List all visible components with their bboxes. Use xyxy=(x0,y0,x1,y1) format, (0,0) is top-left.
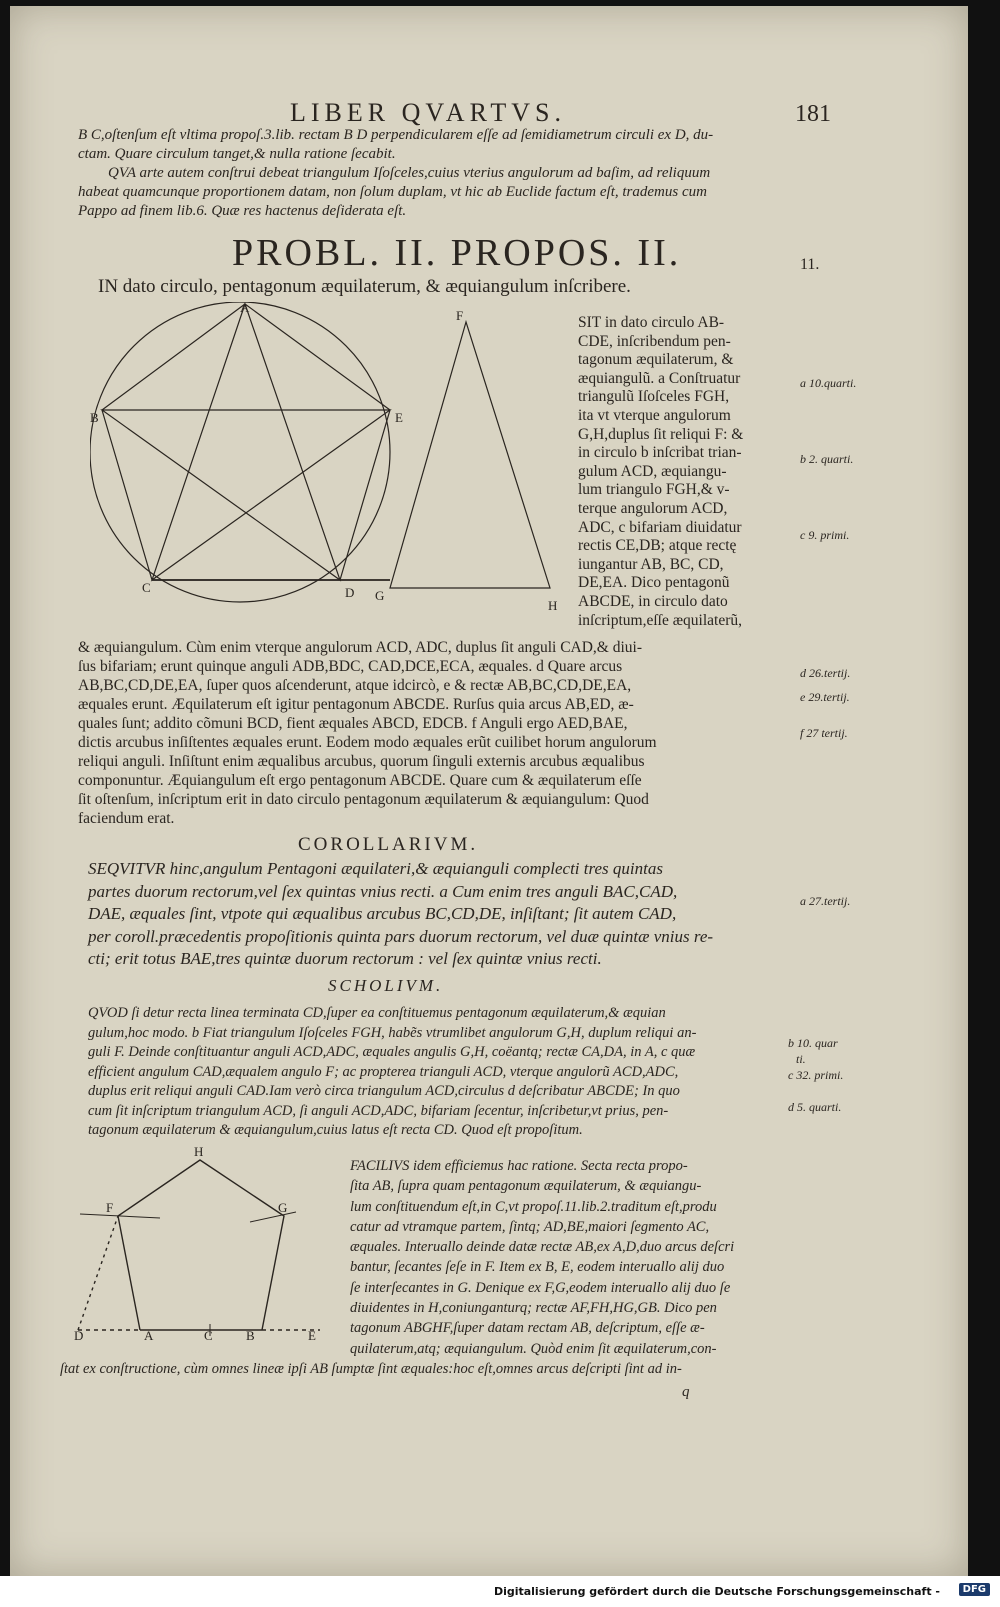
text-line: quales ſunt; addito cõmuni BCD, fient æquales ABCD, EDCB. f Anguli ergo AED,BAE, xyxy=(78,715,628,732)
footer-bar xyxy=(0,1576,1000,1607)
label-D: D xyxy=(345,585,355,600)
proposition-statement: IN dato circulo, pentagonum æquilaterum, & æquiangulum inſcribere. xyxy=(98,276,631,297)
circle xyxy=(90,302,390,602)
text-line: & æquiangulum. Cùm enim vterque angulorum ACD, ADC, duplus ſit anguli CAD,& diui- xyxy=(78,639,643,656)
text-line: ſe interſecantes in G. Denique ex F,G,eodem interuallo alij duo ſe xyxy=(350,1279,731,1296)
margin-note-e: e 29.tertij. xyxy=(800,690,850,704)
margin-note-b: b 2. quarti. xyxy=(800,452,854,466)
text-line: DE,EA. Dico pentagonũ xyxy=(578,574,730,592)
text-line: lum triangulo FGH,& v- xyxy=(578,481,730,499)
intro-line: Pappo ad finem lib.6. Quæ res hactenus deſiderata eſt. xyxy=(78,203,407,219)
text-line: ſus bifariam; erunt quinque anguli ADB,BDC, CAD,DCE,ECA, æquales. d Quare arcus xyxy=(78,658,623,675)
text-line: per coroll.præcedentis propoſitionis quinta pars duorum rectorum, vel duæ quintæ vnius re- xyxy=(88,926,714,946)
text-line: iungantur AB, BC, CD, xyxy=(578,555,724,573)
text-line: cti; erit totus BAE,tres quintæ duorum rectorum : vel ſex quintæ vnius recti. xyxy=(88,949,602,968)
text-line: AB,BC,CD,DE,EA, ſuper quos aſcenderunt, atque idcircò, e & rectæ AB,BC,CD,DE,EA, xyxy=(78,677,632,694)
pentagon-figure xyxy=(90,302,570,622)
pentagon-on-line-figure xyxy=(60,1142,340,1342)
text-line: æquales. Interuallo deinde datæ rectæ AB,ex A,D,duo arcus deſcri xyxy=(350,1239,735,1256)
text-line: ſita AB, ſupra quam pentagonum æquilaterum, & æquiangu- xyxy=(350,1178,702,1195)
margin-note-scholium-d: d 5. quarti. xyxy=(788,1100,842,1114)
pentagon xyxy=(102,304,390,580)
label-G: G xyxy=(278,1200,288,1215)
pentagram xyxy=(102,304,390,580)
margin-note-scholium-c: c 32. primi. xyxy=(788,1068,844,1082)
proof-paragraph xyxy=(78,638,798,828)
text-line: in circulo b inſcribat trian- xyxy=(578,444,742,462)
text-line: guli F. Deinde conſtituantur anguli ACD,ADC, æquales angulis G,H, coëantq; rectæ CA,DA, in A, c quæ xyxy=(88,1044,696,1060)
label-A: A xyxy=(144,1328,154,1342)
text-line: tagonum æquilaterum & æquiangulum,cuius latus eſt recta CD. Quod eſt propoſitum. xyxy=(88,1122,583,1138)
problem-margin-number: 11. xyxy=(800,256,820,273)
text-line: gulum ACD, æquiangu- xyxy=(578,462,727,480)
text-line: ſit oſtenſum, inſcriptum erit in dato circulo pentagonum æquilaterum & æquiangulum: Quod xyxy=(78,791,649,808)
label-G: G xyxy=(375,588,385,603)
text-line: terque angulorum ACD, xyxy=(578,499,728,517)
text-line: dictis arcubus inſiſtentes æquales erunt. Eodem modo æquales erũt cuilibet horum angulorum xyxy=(78,734,657,751)
page-number: 181 xyxy=(795,101,831,127)
text-line: diuidentes in H,coniunganturq; rectæ AF,FH,HG,GB. Dico pen xyxy=(350,1300,717,1317)
scholium-heading: SCHOLIVM. xyxy=(328,976,444,995)
label-A: A xyxy=(240,302,250,315)
text-line: FACILIVS idem efficiemus hac ratione. Secta recta propo- xyxy=(350,1158,688,1174)
intro-line: B C,oſtenſum eſt vltima propoſ.3.lib. rectam B D perpendicularem eſſe ad ſemidiametrum circuli ex D, du- xyxy=(78,127,714,143)
facilius-paragraph xyxy=(350,1156,800,1359)
catchword: q xyxy=(682,1384,690,1400)
scanned-page xyxy=(10,6,968,1576)
dotted-DF xyxy=(78,1216,118,1330)
text-line: duplus erit reliqui anguli CAD.Iam verò circa triangulum ACD,circulus d deſcribatur ABCDE; In quo xyxy=(88,1083,680,1099)
running-head: LIBER QVARTVS. xyxy=(290,98,566,127)
corollary-heading: COROLLARIVM. xyxy=(298,834,479,855)
label-F: F xyxy=(456,308,464,323)
intro-paragraph xyxy=(78,126,798,221)
text-line: QVOD ſi detur recta linea terminata CD,ſuper ea conſtituemus pentagonum æquilaterum,& æquian xyxy=(88,1005,666,1021)
arc-mark-G xyxy=(250,1212,296,1222)
text-line: lum conſtituendum eſt,in C,vt propoſ.11.lib.2.traditum eſt,produ xyxy=(350,1198,717,1215)
margin-note-scholium-b2: ti. xyxy=(796,1052,806,1066)
pentagon-sides xyxy=(118,1160,284,1330)
text-line: inſcriptum,eſſe æquilaterũ, xyxy=(578,611,742,629)
text-line: ita vt vterque angulorum xyxy=(578,406,731,424)
text-line: ABCDE, in circulo dato xyxy=(578,592,728,610)
text-line: DAE, æquales ſint, vtpote qui æqualibus arcubus BC,CD,DE, inſiſtant; ſit autem CAD, xyxy=(88,904,677,923)
margin-note-scholium-b: b 10. quar xyxy=(788,1036,838,1050)
label-B: B xyxy=(246,1328,255,1342)
margin-note-a: a 10.quarti. xyxy=(800,376,857,390)
margin-note-corollary: a 27.tertij. xyxy=(800,894,851,908)
text-line: cum ſit inſcriptum triangulum ACD, ſi anguli ACD,ADC, bifariam ſecentur, inſcribetur,vt prius, pen- xyxy=(88,1102,669,1119)
label-E: E xyxy=(308,1328,316,1342)
isosceles-triangle xyxy=(390,322,550,588)
text-line: gulum,hoc modo. b Fiat triangulum Iſoſceles FGH, habẽs vtrumlibet angulorum G,H, duplum reliqui an- xyxy=(88,1024,697,1041)
text-line: SIT in dato circulo AB- xyxy=(578,314,725,331)
label-H: H xyxy=(194,1144,204,1159)
text-line: tagonum æquilaterum, & xyxy=(578,351,734,369)
problem-heading: PROBL. II. PROPOS. II. xyxy=(232,232,682,274)
right-column-text xyxy=(578,314,798,630)
label-D: D xyxy=(74,1328,84,1342)
text-line: ADC, c bifariam diuidatur xyxy=(578,518,742,536)
label-F: F xyxy=(106,1200,114,1215)
label-C: C xyxy=(142,580,151,595)
text-line: componuntur. Æquiangulum eſt ergo pentagonum ABCDE. Quare cum & æquilaterum eſſe xyxy=(78,772,642,789)
text-line: tagonum ABGHF,ſuper datam rectam AB, deſcriptum, eſſe æ- xyxy=(350,1320,705,1337)
label-C: C xyxy=(204,1328,213,1342)
corollary-paragraph xyxy=(88,858,798,971)
text-line: G,H,duplus ſit reliqui F: & xyxy=(578,425,744,443)
text-line: reliqui anguli. Inſiſtunt enim æqualibus arcubus, quorum ſinguli externis arcubus æqualibus xyxy=(78,753,645,770)
scholium-paragraph xyxy=(88,1004,798,1141)
text-line: æquiangulũ. a Conſtruatur xyxy=(578,369,741,387)
intro-line: ctam. Quare circulum tanget,& nulla ratione ſecabit. xyxy=(78,146,396,162)
last-line: ſtat ex conſtructione, cùm omnes lineæ ipſi AB ſumptæ ſint æquales:hoc eſt,omnes arcus deſcripti ſint ad in- xyxy=(60,1361,682,1377)
text-line: quilaterum,atq; æquiangulum. Quòd enim ſit æquilaterum,con- xyxy=(350,1340,717,1357)
label-H: H xyxy=(548,598,558,613)
dfg-logo: DFG xyxy=(959,1583,990,1596)
text-line: partes duorum rectorum,vel ſex quintas vnius recti. a Cum enim tres anguli BAC,CAD, xyxy=(88,881,678,901)
intro-line: habeat quamcunque proportionem datam, non ſolum duplam, vt hic ab Euclide factum eſt, trademus cum xyxy=(78,184,707,200)
label-E: E xyxy=(395,410,403,425)
margin-note-c: c 9. primi. xyxy=(800,528,850,542)
text-line: efficient angulum CAD,æqualem angulo F; ac propterea trianguli ACD, vterque angulorũ ACD,ADC, xyxy=(88,1063,679,1080)
text-line: æquales erunt. Æquilaterum eſt igitur pentagonum ABCDE. Rurſus quia arcus AB,ED, æ- xyxy=(78,696,634,713)
text-line: catur ad vtramque partem, ſintq; AD,BE,maiori ſegmento AC, xyxy=(350,1218,710,1235)
text-line: bantur, ſecantes ſeſe in F. Item ex B, E, eodem interuallo alij duo xyxy=(350,1259,725,1276)
funding-notice: Digitalisierung gefördert durch die Deutsche Forschungsgemeinschaft - xyxy=(493,1585,940,1598)
text-line: rectis CE,DB; atque rectę xyxy=(578,537,737,555)
label-B: B xyxy=(90,410,99,425)
text-line: CDE, inſcribendum pen- xyxy=(578,332,731,350)
text-line: SEQVITVR hinc,angulum Pentagoni æquilateri,& æquianguli complecti tres quintas xyxy=(88,859,663,878)
margin-note-f: f 27 tertij. xyxy=(800,726,848,740)
text-line: faciendum erat. xyxy=(78,810,175,827)
margin-note-d: d 26.tertij. xyxy=(800,666,851,680)
text-line: triangulũ Iſoſceles FGH, xyxy=(578,388,730,406)
intro-line: QVA arte autem conſtrui debeat triangulum Iſoſceles,cuius vterius angulorum ad baſim, ad reliquum xyxy=(108,165,711,181)
